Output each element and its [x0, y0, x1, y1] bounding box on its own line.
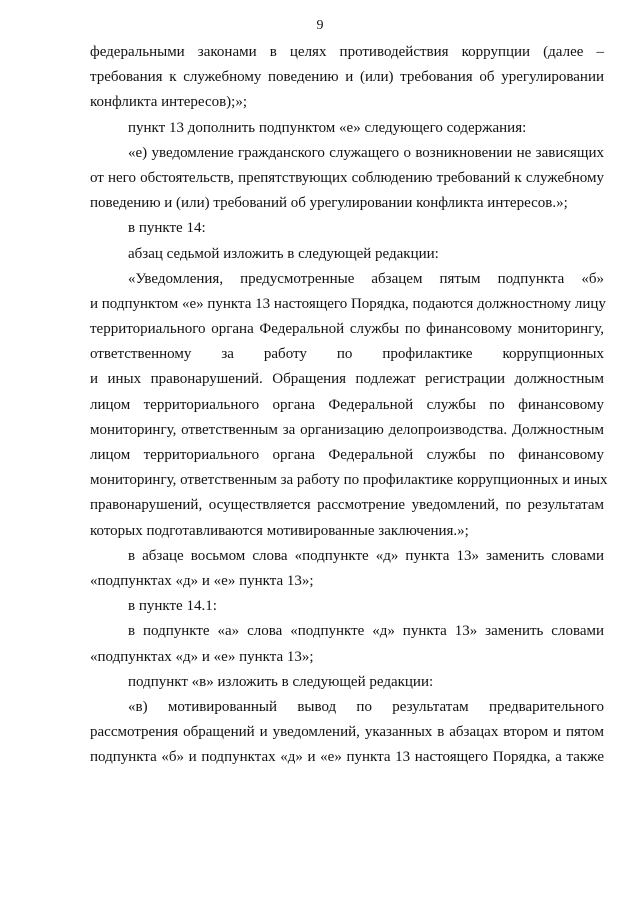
- text-line: в подпункте «а» слова «подпункте «д» пункта 13» заменить словами: [128, 623, 604, 640]
- text-line: лицом территориального органа Федеральной службы по финансовому: [90, 396, 604, 413]
- text-line: требования к служебному поведению и (или) требования об урегулировании: [90, 69, 604, 86]
- text-line: территориального органа Федеральной службы по финансовому мониторингу,: [90, 321, 604, 338]
- text-line: рассмотрения обращений и уведомлений, указанных в абзацах втором и пятом: [90, 724, 604, 741]
- text-line: абзац седьмой изложить в следующей редакции:: [128, 245, 439, 262]
- document-body: [90, 40, 608, 770]
- text-line: лицом территориального органа Федеральной службы по финансовому: [90, 447, 604, 463]
- text-line: конфликта интересов);»;: [90, 94, 248, 111]
- text-line: и подпунктом «е» пункта 13 настоящего Порядка, подаются должностному лицу: [90, 295, 606, 312]
- text-line: федеральными законами в целях противодействия коррупции (далее –: [90, 44, 604, 60]
- text-line: правонарушений, осуществляется рассмотрение уведомлений, по результатам: [90, 497, 604, 514]
- text-line: которых подготавливаются мотивированные заключения.»;: [90, 522, 469, 539]
- text-line: мониторингу, ответственным за организацию делопроизводства. Должностным: [90, 421, 604, 438]
- text-line: ответственному за работу по профилактике коррупционных: [90, 346, 604, 363]
- text-line: в пункте 14:: [128, 220, 206, 237]
- text-line: поведению и (или) требований об урегулировании конфликта интересов.»;: [90, 195, 568, 212]
- text-line: «подпунктах «д» и «е» пункта 13»;: [90, 648, 314, 665]
- text-line: подпункта «б» и подпунктах «д» и «е» пункта 13 настоящего Порядка, а также: [90, 749, 604, 766]
- page-number: 9: [316, 18, 324, 33]
- text-line: в абзаце восьмом слова «подпункте «д» пункта 13» заменить словами: [128, 547, 604, 564]
- text-line: «в) мотивированный вывод по результатам предварительного: [128, 698, 604, 715]
- text-line: подпункт «в» изложить в следующей редакции:: [128, 673, 434, 690]
- text-line: в пункте 14.1:: [128, 598, 217, 615]
- text-line: от него обстоятельств, препятствующих соблюдению требований к служебному: [90, 169, 604, 186]
- text-line: «подпунктах «д» и «е» пункта 13»;: [90, 572, 314, 589]
- text-line: и иных правонарушений. Обращения подлежат регистрации должностным: [90, 371, 604, 388]
- text-line: пункт 13 дополнить подпунктом «е» следующего содержания:: [128, 119, 527, 136]
- text-line: мониторингу, ответственным за работу по профилактике коррупционных и иных: [90, 472, 608, 489]
- text-line: «е) уведомление гражданского служащего о возникновении не зависящих: [128, 144, 604, 161]
- text-line: «Уведомления, предусмотренные абзацем пятым подпункта «б»: [128, 270, 604, 287]
